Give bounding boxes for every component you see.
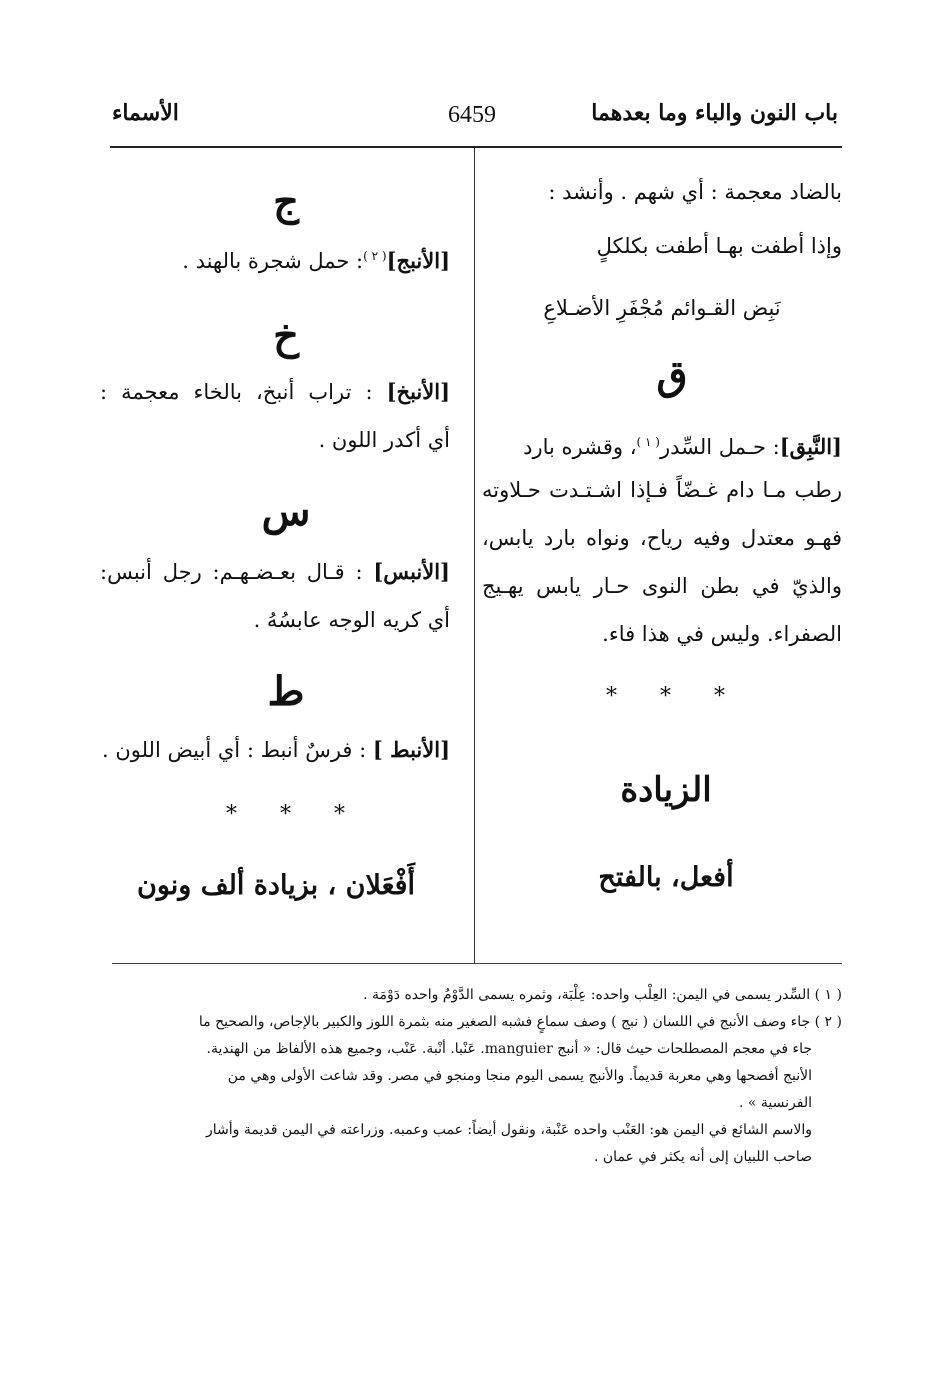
entry-nabiq [482,418,842,658]
footnote-line: صاحب اللبيان إلى أنه يكثر في عمان . [594,1149,812,1165]
section-stars: * * * [226,802,363,827]
footnote-ref: ( ٢ ) [363,249,387,263]
entry-keyword: [الأنبط ] [372,737,450,762]
footnote-line: ( ٢ ) جاء وصف الأنبج في اللسان ( نبج ) وصف سماعٍ فشبه الصغير منه بثمرة اللوز والكبير بالإجاص، والصحيح ما [198,1014,842,1030]
letter-heading-sin: س [261,488,311,535]
footnote-line: جاء في معجم المصطلحات حيث قال: « أنبج manguier. عَنْبا. أنْبة. عَنْب، وجميع هذه الألفاظ من الهندية. [206,1041,812,1057]
verse-line-1 [482,222,842,270]
page-number: 6459 [448,102,496,128]
entry-keyword: [الأنبج] [386,248,450,273]
entry-text: : فرسٌ أنبط : أي أبيض اللون . [101,738,367,762]
entry-anbas [100,548,450,644]
entry-text: : حمل شجرة بالهند . [182,249,364,273]
entry-text: ، وقشره بارد [523,435,637,459]
footnote-line: الأنبج أفصحها وهي معربة قديماً. والأنبج يسمى اليوم منجا ومنجو في مصر. وقد شاعت الأولى وهي من [227,1068,812,1084]
subheading-afalan: أَفْعَلان ، بزيادة ألف ونون [136,870,415,901]
entry-anbakh [100,368,450,464]
entry-keyword: [الأنبخ] [386,379,450,404]
entry-anbaj [100,232,450,280]
verse-text: وإذا أطفت بهـا أطفت بكلكلٍ [596,234,842,258]
entry-keyword: [النَّبِق] [779,434,842,459]
footnote-line: ( ١ ) السِّدر يسمى في اليمن: العِلْب واحده: عِلْبَة، وثمره يسمى الدَّوْمُ واحده دَوْمَة . [363,987,842,1003]
entry-text: : حـمل السِّدر [659,435,780,459]
column-divider [474,148,475,963]
footnotes [107,982,842,1171]
letter-heading-ta: ط [267,668,305,715]
entry-text: : تراب أنبخ، بالخاء معجمة : [100,380,373,404]
entry-line: أي أكدر اللون . [318,428,450,452]
entry-first-line [482,418,842,466]
entry-line: أي كريه الوجه عابسُهُ . [253,608,450,632]
footnote-rule [112,963,842,964]
entry-text: : قـال بعـضـهـم: رجل أنبس: [100,560,363,584]
entry-first-line [100,726,450,774]
entry-first-line [100,232,450,280]
footnote-ref: ( ١ ) [636,435,660,449]
subheading-afal: أفعل، بالفتح [598,862,734,893]
entry-line: الصفراء. وليس في هذا فاء. [602,622,842,646]
right-column [482,168,842,216]
running-header-chapter: باب النون والباء وما بعدهما [591,100,838,126]
footnote-line: الفرنسية » . [739,1095,812,1111]
entry-line: والذيّ في بطن النوى حـار يابس يهـيج [482,574,842,598]
letter-heading-kha: خ [273,312,299,359]
section-stars: * * * [606,684,743,709]
verse-text: نَبِض القـوائم مُجْفَرِ الأضـلاعِ [543,296,781,320]
section-heading-ziyada: الزيادة [620,770,712,810]
letter-heading-qaf: ق [656,352,688,399]
entry-first-line [100,548,450,596]
entry-line: رطب مـا دام غـضّاً فـإذا اشـتـدت حـلاوته [482,478,842,502]
text-line: بالضاد معجمة : أي شهم . وأنشد : [548,180,842,204]
entry-keyword: [الأنبس] [373,559,450,584]
entry-anbat [100,726,450,774]
footnote-line: والاسم الشائع في اليمن هو: العَنْب واحده عَنْبة، ونقول أيضاً: عمب وعمبه. وزراعته في اليمن قديمة وأشار [206,1122,812,1138]
header-rule [110,146,842,148]
entry-first-line [100,368,450,416]
entry-line: فهـو معتدل وفيه رياح، ونواه بارد يابس، [482,526,842,550]
verse-line-2 [482,284,842,332]
letter-heading-jim: ج [273,178,299,225]
running-header-section: الأسماء [112,100,179,126]
